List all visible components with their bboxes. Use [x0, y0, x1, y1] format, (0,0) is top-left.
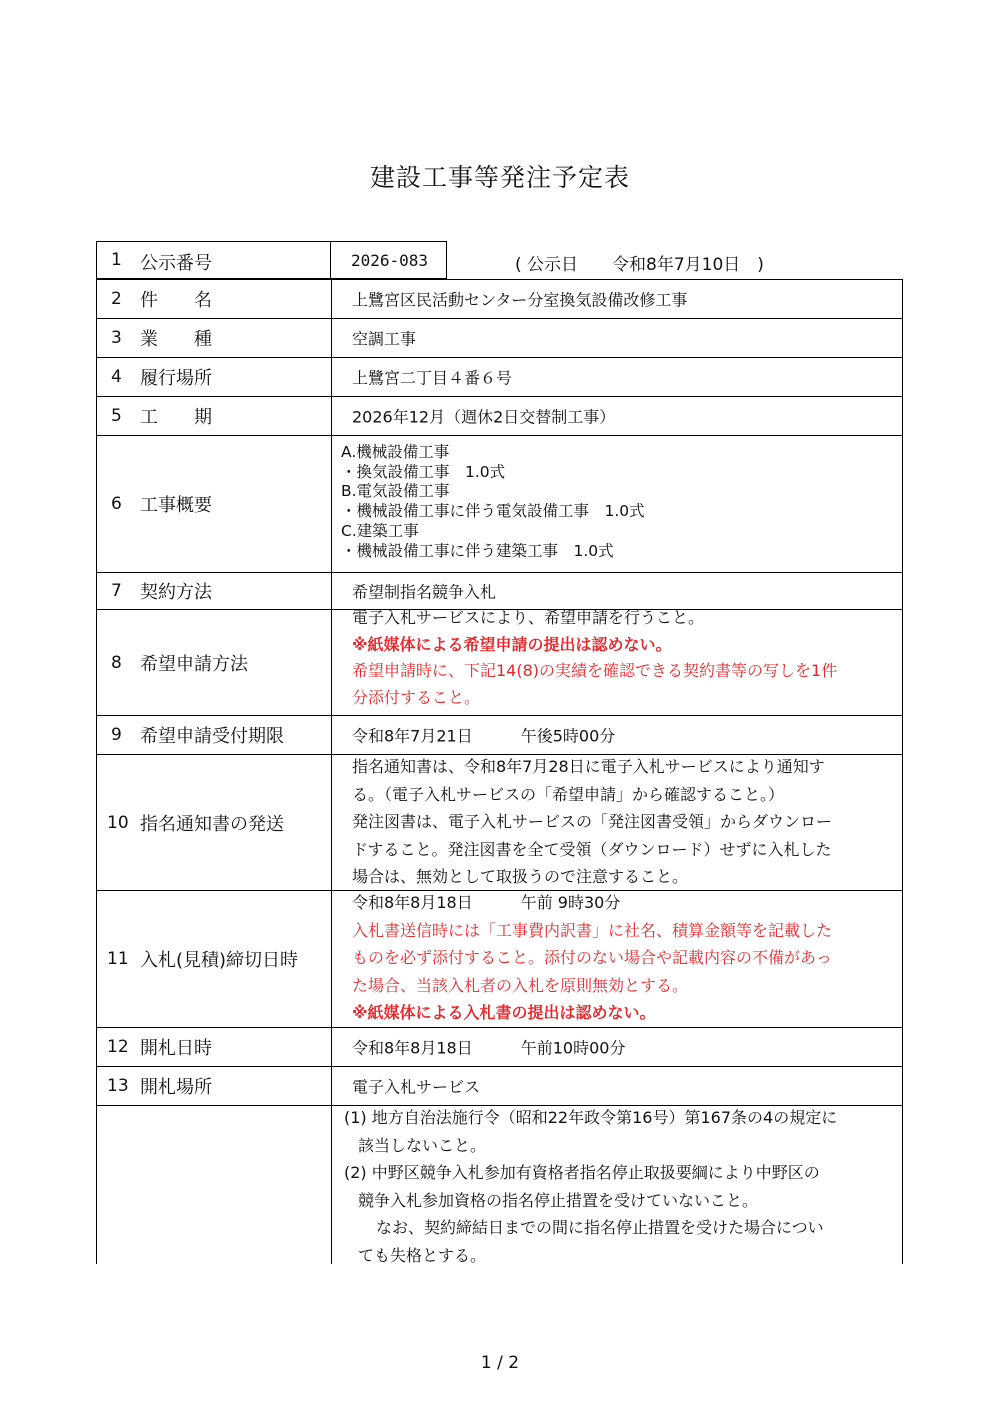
summary-line: ・機械設備工事に伴う建築工事 1.0式	[341, 541, 614, 560]
summary-line: A.機械設備工事	[341, 443, 450, 461]
row-label: 入札(見積)締切日時	[140, 950, 299, 971]
row-label: 工 期	[140, 407, 212, 428]
summary-line: ・機械設備工事に伴う電気設備工事 1.0式	[341, 502, 645, 521]
notice-line: た場合、当該入札者の入札を原則無効とする。	[352, 975, 689, 995]
row-label-cell	[97, 1106, 332, 1264]
row-number: 8	[111, 652, 122, 673]
row-number: 11	[107, 949, 129, 969]
order-table	[96, 279, 903, 1264]
row-1-label-cell	[96, 241, 331, 279]
notice-line: 入札書送信時には「工事費内訳書」に社名、積算金額等を記載した	[352, 920, 833, 940]
publish-date: ( 公示日 令和8年7月10日 )	[515, 255, 764, 275]
row-value: 上鷺宮二丁目４番６号	[352, 368, 513, 388]
row-label: 工事概要	[140, 495, 212, 516]
table-row	[97, 435, 902, 572]
row-number: 13	[107, 1076, 129, 1096]
notice-line: 分添付すること。	[352, 687, 481, 707]
warning-line: ※紙媒体による希望申請の提出は認めない。	[352, 634, 672, 654]
row-number: 5	[111, 406, 122, 426]
row-number: 4	[111, 367, 122, 387]
row-number: 1	[111, 250, 122, 270]
row-label: 契約方法	[140, 582, 212, 603]
row-number: 2	[111, 289, 122, 309]
row-number: 6	[111, 494, 122, 514]
condition-line: 競争入札参加資格の指名停止措置を受けていないこと。	[358, 1190, 759, 1210]
condition-line: (2) 中野区競争入札参加有資格者指名停止取扱要綱により中野区の	[344, 1163, 820, 1182]
row-label: 開札日時	[140, 1038, 212, 1059]
row-label: 希望申請受付期限	[140, 726, 284, 747]
table-row	[97, 890, 902, 1027]
text-line: 電子入札サービスにより、希望申請を行うこと。	[352, 608, 705, 627]
row-label: 履行場所	[140, 368, 212, 389]
row-value: 上鷺宮区民活動センター分室換気設備改修工事	[352, 290, 688, 310]
table-row	[97, 318, 902, 357]
row-label: 開札場所	[140, 1077, 212, 1098]
row-number: 7	[111, 581, 122, 601]
row-value: 電子入札サービス	[352, 1077, 481, 1097]
row-value: 希望制指名競争入札	[352, 582, 497, 602]
row-number: 9	[111, 725, 122, 745]
row-value: 令和8年8月18日 午前10時00分	[352, 1038, 626, 1058]
row-label: 希望申請方法	[140, 653, 248, 675]
condition-line: ても失格とする。	[358, 1245, 487, 1265]
table-row	[97, 754, 902, 890]
summary-line: C.建築工事	[341, 521, 419, 540]
text-line: 指名通知書は、令和8年7月28日に電子入札サービスにより通知す	[352, 757, 825, 776]
row-label: 件 名	[140, 290, 212, 311]
row-value: 令和8年7月21日 午後5時00分	[352, 726, 616, 746]
text-line: 場合は、無効として取扱うので注意すること。	[352, 867, 689, 886]
row-number: 12	[107, 1037, 129, 1057]
summary-line: ・換気設備工事 1.0式	[341, 462, 506, 481]
row-number: 3	[111, 328, 122, 348]
table-row	[97, 279, 902, 318]
table-row	[97, 357, 902, 396]
page-title: 建設工事等発注予定表	[369, 163, 630, 192]
page-number: 1 / 2	[480, 1353, 520, 1373]
notice-line: 希望申請時に、下記14(8)の実績を確認できる契約書等の写しを1件	[352, 661, 838, 680]
table-row	[97, 609, 902, 715]
row-label: 業 種	[140, 329, 212, 350]
table-row	[97, 396, 902, 435]
text-line: る。（電子入札サービスの「希望申請」から確認すること。）	[352, 784, 785, 804]
row-label: 指名通知書の発送	[140, 813, 284, 835]
text-line: 令和8年8月18日 午前 9時30分	[352, 893, 621, 912]
notice-number: 2026-083	[331, 241, 447, 279]
condition-line: 該当しないこと。	[358, 1135, 487, 1155]
table-row	[97, 1105, 902, 1264]
row-number: 10	[107, 812, 129, 833]
condition-line: なお、契約締結日までの間に指名停止措置を受けた場合につい	[376, 1218, 824, 1237]
condition-line: (1) 地方自治法施行令（昭和22年政令第16号）第167条の4の規定に	[344, 1108, 838, 1127]
row-label: 公示番号	[140, 253, 212, 274]
table-row	[97, 1066, 902, 1105]
table-row	[97, 715, 902, 754]
summary-line: B.電気設備工事	[341, 482, 450, 501]
text-line: ドすること。発注図書を全て受領（ダウンロード）せずに入札した	[352, 839, 832, 859]
table-row	[97, 572, 902, 609]
row-value: 空調工事	[352, 329, 417, 349]
text-line: 発注図書は、電子入札サービスの「発注図書受領」からダウンロー	[352, 812, 833, 831]
row-value: 2026年12月（週休2日交替制工事）	[352, 407, 616, 427]
warning-line: ※紙媒体による入札書の提出は認めない。	[352, 1003, 656, 1022]
notice-line: ものを必ず添付すること。添付のない場合や記載内容の不備があっ	[352, 948, 832, 967]
table-row	[97, 1027, 902, 1066]
